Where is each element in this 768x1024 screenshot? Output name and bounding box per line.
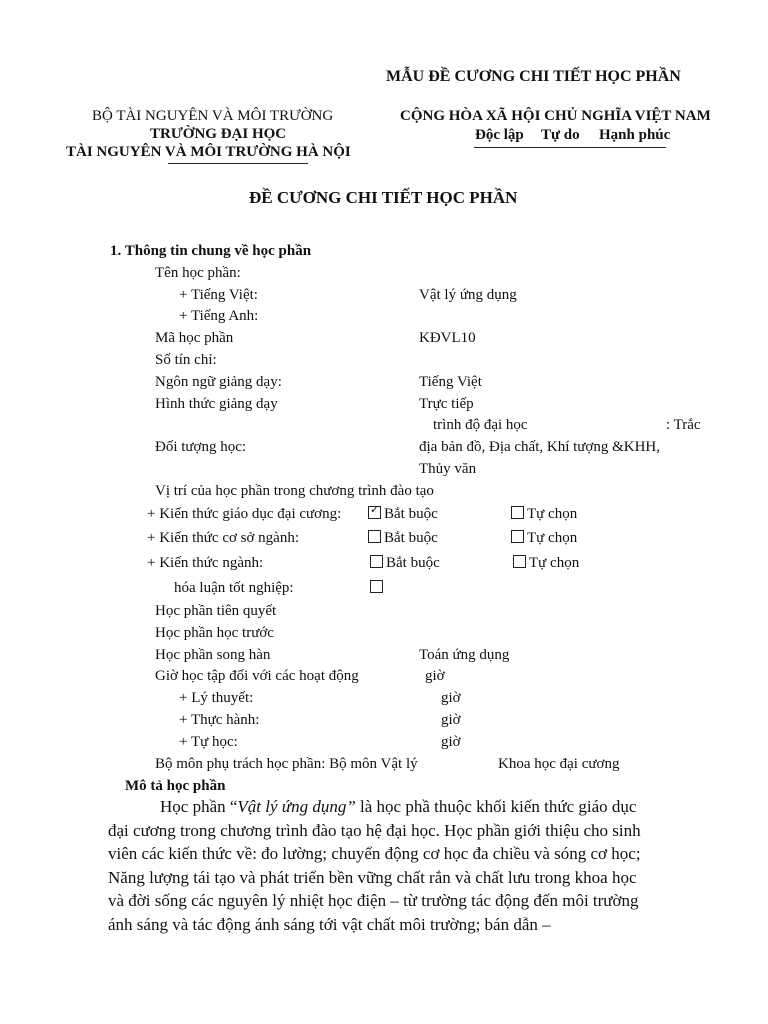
checkbox-icon[interactable] — [370, 555, 383, 568]
section1-heading: 1. Thông tin chung về học phần — [110, 243, 312, 259]
description-line-1: Học phần “Vật lý ứng dụng” là học phầ thuộc khối kiến thức giáo dục — [160, 797, 637, 816]
english-name-label: + Tiếng Anh: — [179, 308, 259, 324]
motto-underline — [474, 147, 666, 148]
theory-hours-label: + Lý thuyết: — [179, 690, 254, 706]
audience-level-suffix: : Trắc — [666, 417, 701, 433]
major-elective-option[interactable] — [513, 555, 579, 572]
description-line-2: đại cương trong chương trình đào tạo hệ đại học. Học phần giới thiệu cho sinh — [108, 820, 641, 840]
required-label: Bắt buộc — [384, 530, 438, 546]
position-label: Vị trí của học phần trong chương trình đào tạo — [155, 483, 434, 499]
checkbox-icon[interactable] — [368, 530, 381, 543]
description-paragraph — [108, 795, 696, 936]
parallel-course-label: Học phần song hàn — [155, 647, 271, 663]
thesis-label: hóa luận tốt nghiệp: — [174, 580, 294, 596]
elective-label: Tự chọn — [527, 506, 578, 522]
basic-elective-option[interactable] — [511, 530, 577, 547]
school-name-line1: TRƯỜNG ĐẠI HỌC — [150, 126, 287, 142]
checked-checkbox-icon[interactable] — [368, 506, 381, 519]
required-label: Bắt buộc — [384, 506, 438, 522]
vietnamese-name-value: Vật lý ứng dụng — [419, 287, 517, 303]
hours-label: Giờ học tập đối với các hoạt động — [155, 668, 359, 684]
general-required-option[interactable] — [368, 506, 438, 523]
basic-knowledge-label: + Kiến thức cơ sở ngành: — [147, 530, 300, 546]
republic-name: CỘNG HÒA XÃ HỘI CHỦ NGHĨA VIỆT NAM — [400, 108, 711, 124]
checkbox-icon[interactable] — [511, 530, 524, 543]
description-line-4: Năng lượng tái tạo và phát triển bền vững chất rắn và chất lưu trong khoa học — [108, 867, 637, 887]
audience-level: trình độ đại học — [433, 417, 528, 433]
faculty-name: Khoa học đại cương — [498, 756, 620, 772]
ministry-name: BỘ TÀI NGUYÊN VÀ MÔI TRƯỜNG — [92, 108, 334, 124]
format-value: Trực tiếp — [419, 396, 474, 412]
checkbox-icon[interactable] — [513, 555, 526, 568]
thesis-option[interactable] — [370, 580, 386, 597]
document-title: ĐỀ CƯƠNG CHI TIẾT HỌC PHẦN — [249, 188, 518, 207]
basic-required-option[interactable] — [368, 530, 438, 547]
language-value: Tiếng Việt — [419, 374, 482, 390]
theory-hours-unit: giờ — [441, 690, 461, 706]
elective-label: Tự chọn — [529, 555, 580, 571]
course-code-value: KĐVL10 — [419, 330, 476, 346]
description-line-5: và đời sống các nguyên lý nhiệt học điện – từ trường tác động đến môi trường — [108, 891, 639, 910]
prior-course-label: Học phần học trước — [155, 625, 274, 641]
parallel-course-value: Toán ứng dụng — [419, 647, 510, 663]
course-code-label: Mã học phần — [155, 330, 234, 346]
self-study-hours-unit: giờ — [441, 734, 461, 750]
description-line-6: ánh sáng và tác động ánh sáng tới vật chất môi trường; bán dẫn – — [108, 914, 551, 934]
description-line-3: viên các kiến thức về: đo lường; chuyển động cơ học đa chiều và sóng cơ học; — [108, 844, 641, 863]
self-study-hours-label: + Tự học: — [179, 734, 238, 750]
required-label: Bắt buộc — [386, 555, 440, 571]
elective-label: Tự chọn — [527, 530, 578, 546]
practice-hours-label: + Thực hành: — [179, 712, 260, 728]
major-knowledge-label: + Kiến thức ngành: — [147, 555, 264, 571]
language-label: Ngôn ngữ giảng dạy: — [155, 374, 282, 390]
form-title: MẪU ĐỀ CƯƠNG CHI TIẾT HỌC PHẦN — [386, 68, 681, 85]
general-knowledge-label: + Kiến thức giáo dục đại cương: — [147, 506, 342, 522]
motto-happiness: Hạnh phúc — [599, 127, 671, 143]
format-label: Hình thức giảng dạy — [155, 396, 278, 412]
description-heading: Mô tả học phần — [125, 778, 226, 794]
audience-label: Đối tượng học: — [155, 439, 247, 455]
general-elective-option[interactable] — [511, 506, 577, 523]
checkbox-icon[interactable] — [370, 580, 383, 593]
course-name-label: Tên học phần: — [155, 265, 241, 281]
motto-freedom: Tự do — [541, 127, 580, 143]
department-label: Bộ môn phụ trách học phần: Bộ môn Vật lý — [155, 756, 418, 772]
credits-label: Số tín chỉ: — [155, 352, 217, 368]
practice-hours-unit: giờ — [441, 712, 461, 728]
audience-majors: địa bản đồ, Địa chất, Khí tượng &KHH, — [419, 439, 661, 455]
school-name-line2: TÀI NGUYÊN VÀ MÔI TRƯỜNG HÀ NỘI — [66, 144, 351, 160]
prerequisite-label: Học phần tiên quyết — [155, 603, 277, 619]
checkbox-icon[interactable] — [511, 506, 524, 519]
vietnamese-name-label: + Tiếng Việt: — [179, 287, 258, 303]
major-required-option[interactable] — [370, 555, 440, 572]
school-underline — [168, 163, 308, 164]
audience-majors-cont: Thủy văn — [419, 461, 477, 477]
course-name-italic: Vật lý ứng dụng” — [237, 797, 356, 816]
motto-independence: Độc lập — [475, 127, 524, 143]
hours-unit: giờ — [425, 668, 445, 684]
